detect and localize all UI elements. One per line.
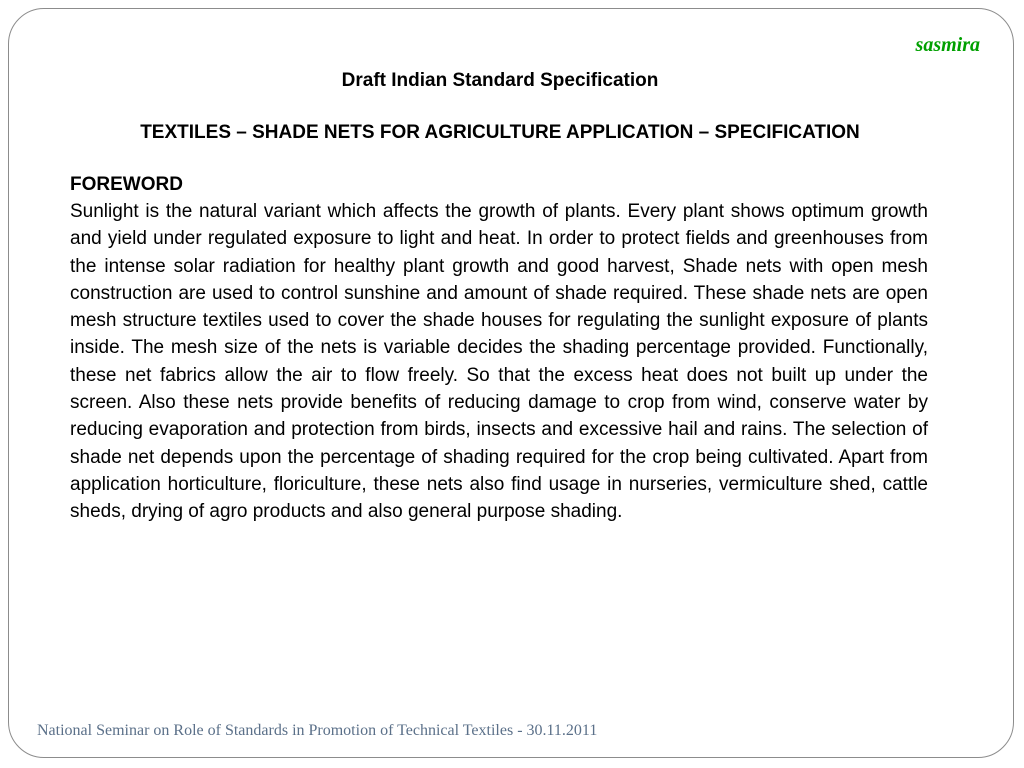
slide-footer: National Seminar on Role of Standards in Promotion of Technical Textiles - 30.11.2011 [37,722,598,739]
document-subtitle: TEXTILES – SHADE NETS FOR AGRICULTURE APPLICATION – SPECIFICATION [140,122,860,143]
foreword-heading: FOREWORD [70,174,183,195]
document-title: Draft Indian Standard Specification [341,70,659,91]
brand-logo-text: sasmira [915,34,980,56]
foreword-paragraph: Sunlight is the natural variant which affects the growth of plants. Every plant shows optimum growth and yield under regulated exposure to light and heat. In order to protect fields and greenhouses from the intense solar radiation for healthy plant growth and good harvest, Shade nets with open mesh construction are used to control sunshine and amount of shade required. These shade nets are open mesh structure textiles used to cover the shade houses for regulating the sunlight exposure of plants inside. The mesh size of the nets is variable decides the shading percentage provided. Functionally, these net fabrics allow the air to flow freely. So that the excess heat does not built up under the screen. Also these nets provide benefits of reducing damage to crop from wind, conserve water by reducing evaporation and protection from birds, insects and excessive hail and rains. The selection of shade net depends upon the percentage of shading required for the crop being cultivated. Apart from application horticulture, floriculture, these nets also find usage in nurseries, vermiculture shed, cattle sheds, drying of agro products and also general purpose shading. [70,201,928,523]
